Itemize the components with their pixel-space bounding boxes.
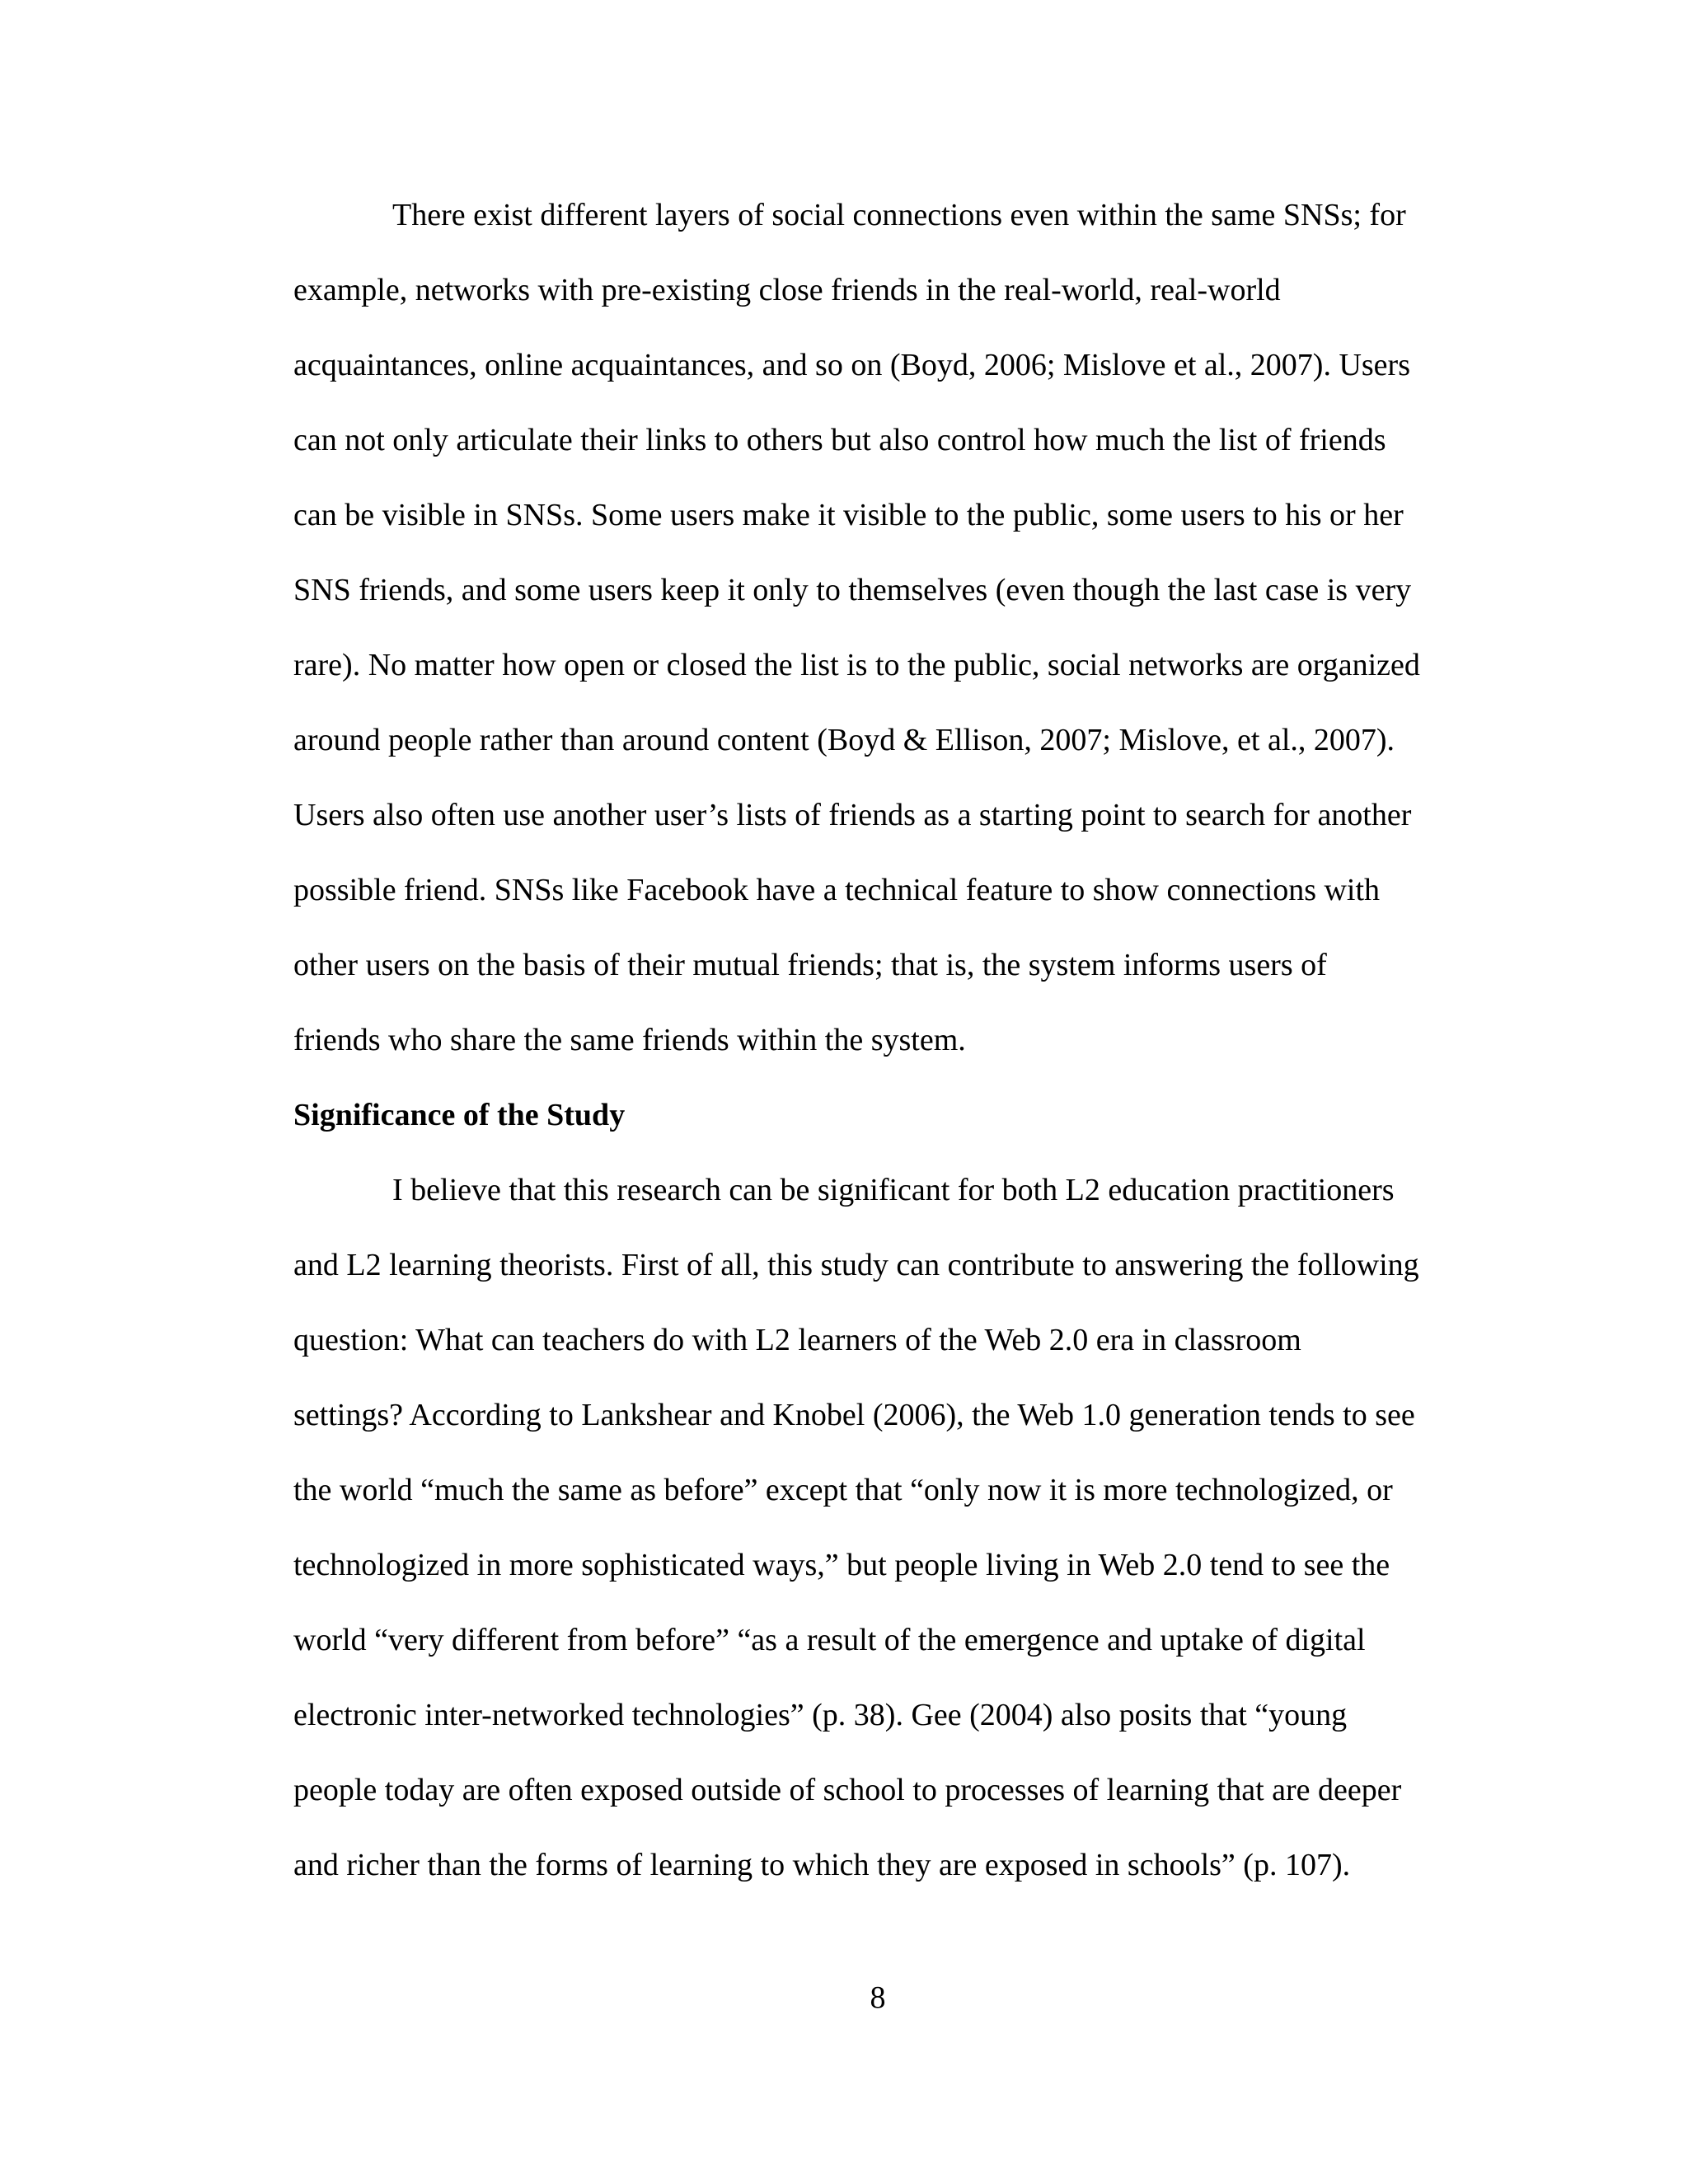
paragraph-1-line: can be visible in SNSs. Some users make it visible to the public, some users to his or her bbox=[293, 498, 1404, 532]
paragraph-1-line: SNS friends, and some users keep it only to themselves (even though the last case is very bbox=[293, 573, 1412, 607]
paragraph-2-line: world “very different from before” “as a result of the emergence and uptake of digital bbox=[293, 1623, 1366, 1657]
paragraph-2-line: settings? According to Lankshear and Knobel (2006), the Web 1.0 generation tends to see bbox=[293, 1398, 1415, 1432]
paragraph-1-line: Users also often use another user’s lists of friends as a starting point to search for another bbox=[293, 798, 1412, 832]
page-number: 8 bbox=[870, 1980, 886, 2015]
paragraph-1-line: can not only articulate their links to others but also control how much the list of friends bbox=[293, 423, 1386, 457]
paragraph-1-line: rare). No matter how open or closed the list is to the public, social networks are organized bbox=[293, 648, 1420, 682]
paragraph-2-line: and L2 learning theorists. First of all, this study can contribute to answering the following bbox=[293, 1248, 1419, 1282]
paragraph-1-line: around people rather than around content (Boyd & Ellison, 2007; Mislove, et al., 2007). bbox=[293, 723, 1395, 757]
paragraph-2-line: electronic inter-networked technologies” (p. 38). Gee (2004) also posits that “young bbox=[293, 1698, 1348, 1732]
paragraph-2-line: and richer than the forms of learning to which they are exposed in schools” (p. 107). bbox=[293, 1848, 1351, 1882]
section-heading: Significance of the Study bbox=[293, 1098, 626, 1132]
paragraph-2-line: question: What can teachers do with L2 learners of the Web 2.0 era in classroom bbox=[293, 1323, 1301, 1357]
paragraph-2-line: I believe that this research can be significant for both L2 education practitioners bbox=[392, 1173, 1395, 1207]
paragraph-2-line: technologized in more sophisticated ways,” but people living in Web 2.0 tend to see the bbox=[293, 1548, 1390, 1582]
paragraph-1-line: possible friend. SNSs like Facebook have a technical feature to show connections with bbox=[293, 873, 1381, 907]
paragraph-1-line: There exist different layers of social connections even within the same SNSs; for bbox=[392, 198, 1406, 232]
paragraph-1-line: other users on the basis of their mutual friends; that is, the system informs users of bbox=[293, 948, 1327, 982]
paragraph-1-line: example, networks with pre-existing close friends in the real-world, real-world bbox=[293, 273, 1281, 307]
paragraph-2-line: the world “much the same as before” except that “only now it is more technologized, or bbox=[293, 1473, 1393, 1507]
paragraph-1-line: friends who share the same friends within the system. bbox=[293, 1023, 966, 1057]
paragraph-1-line: acquaintances, online acquaintances, and so on (Boyd, 2006; Mislove et al., 2007). Users bbox=[293, 348, 1410, 382]
paragraph-2-line: people today are often exposed outside of school to processes of learning that are deeper bbox=[293, 1773, 1402, 1807]
